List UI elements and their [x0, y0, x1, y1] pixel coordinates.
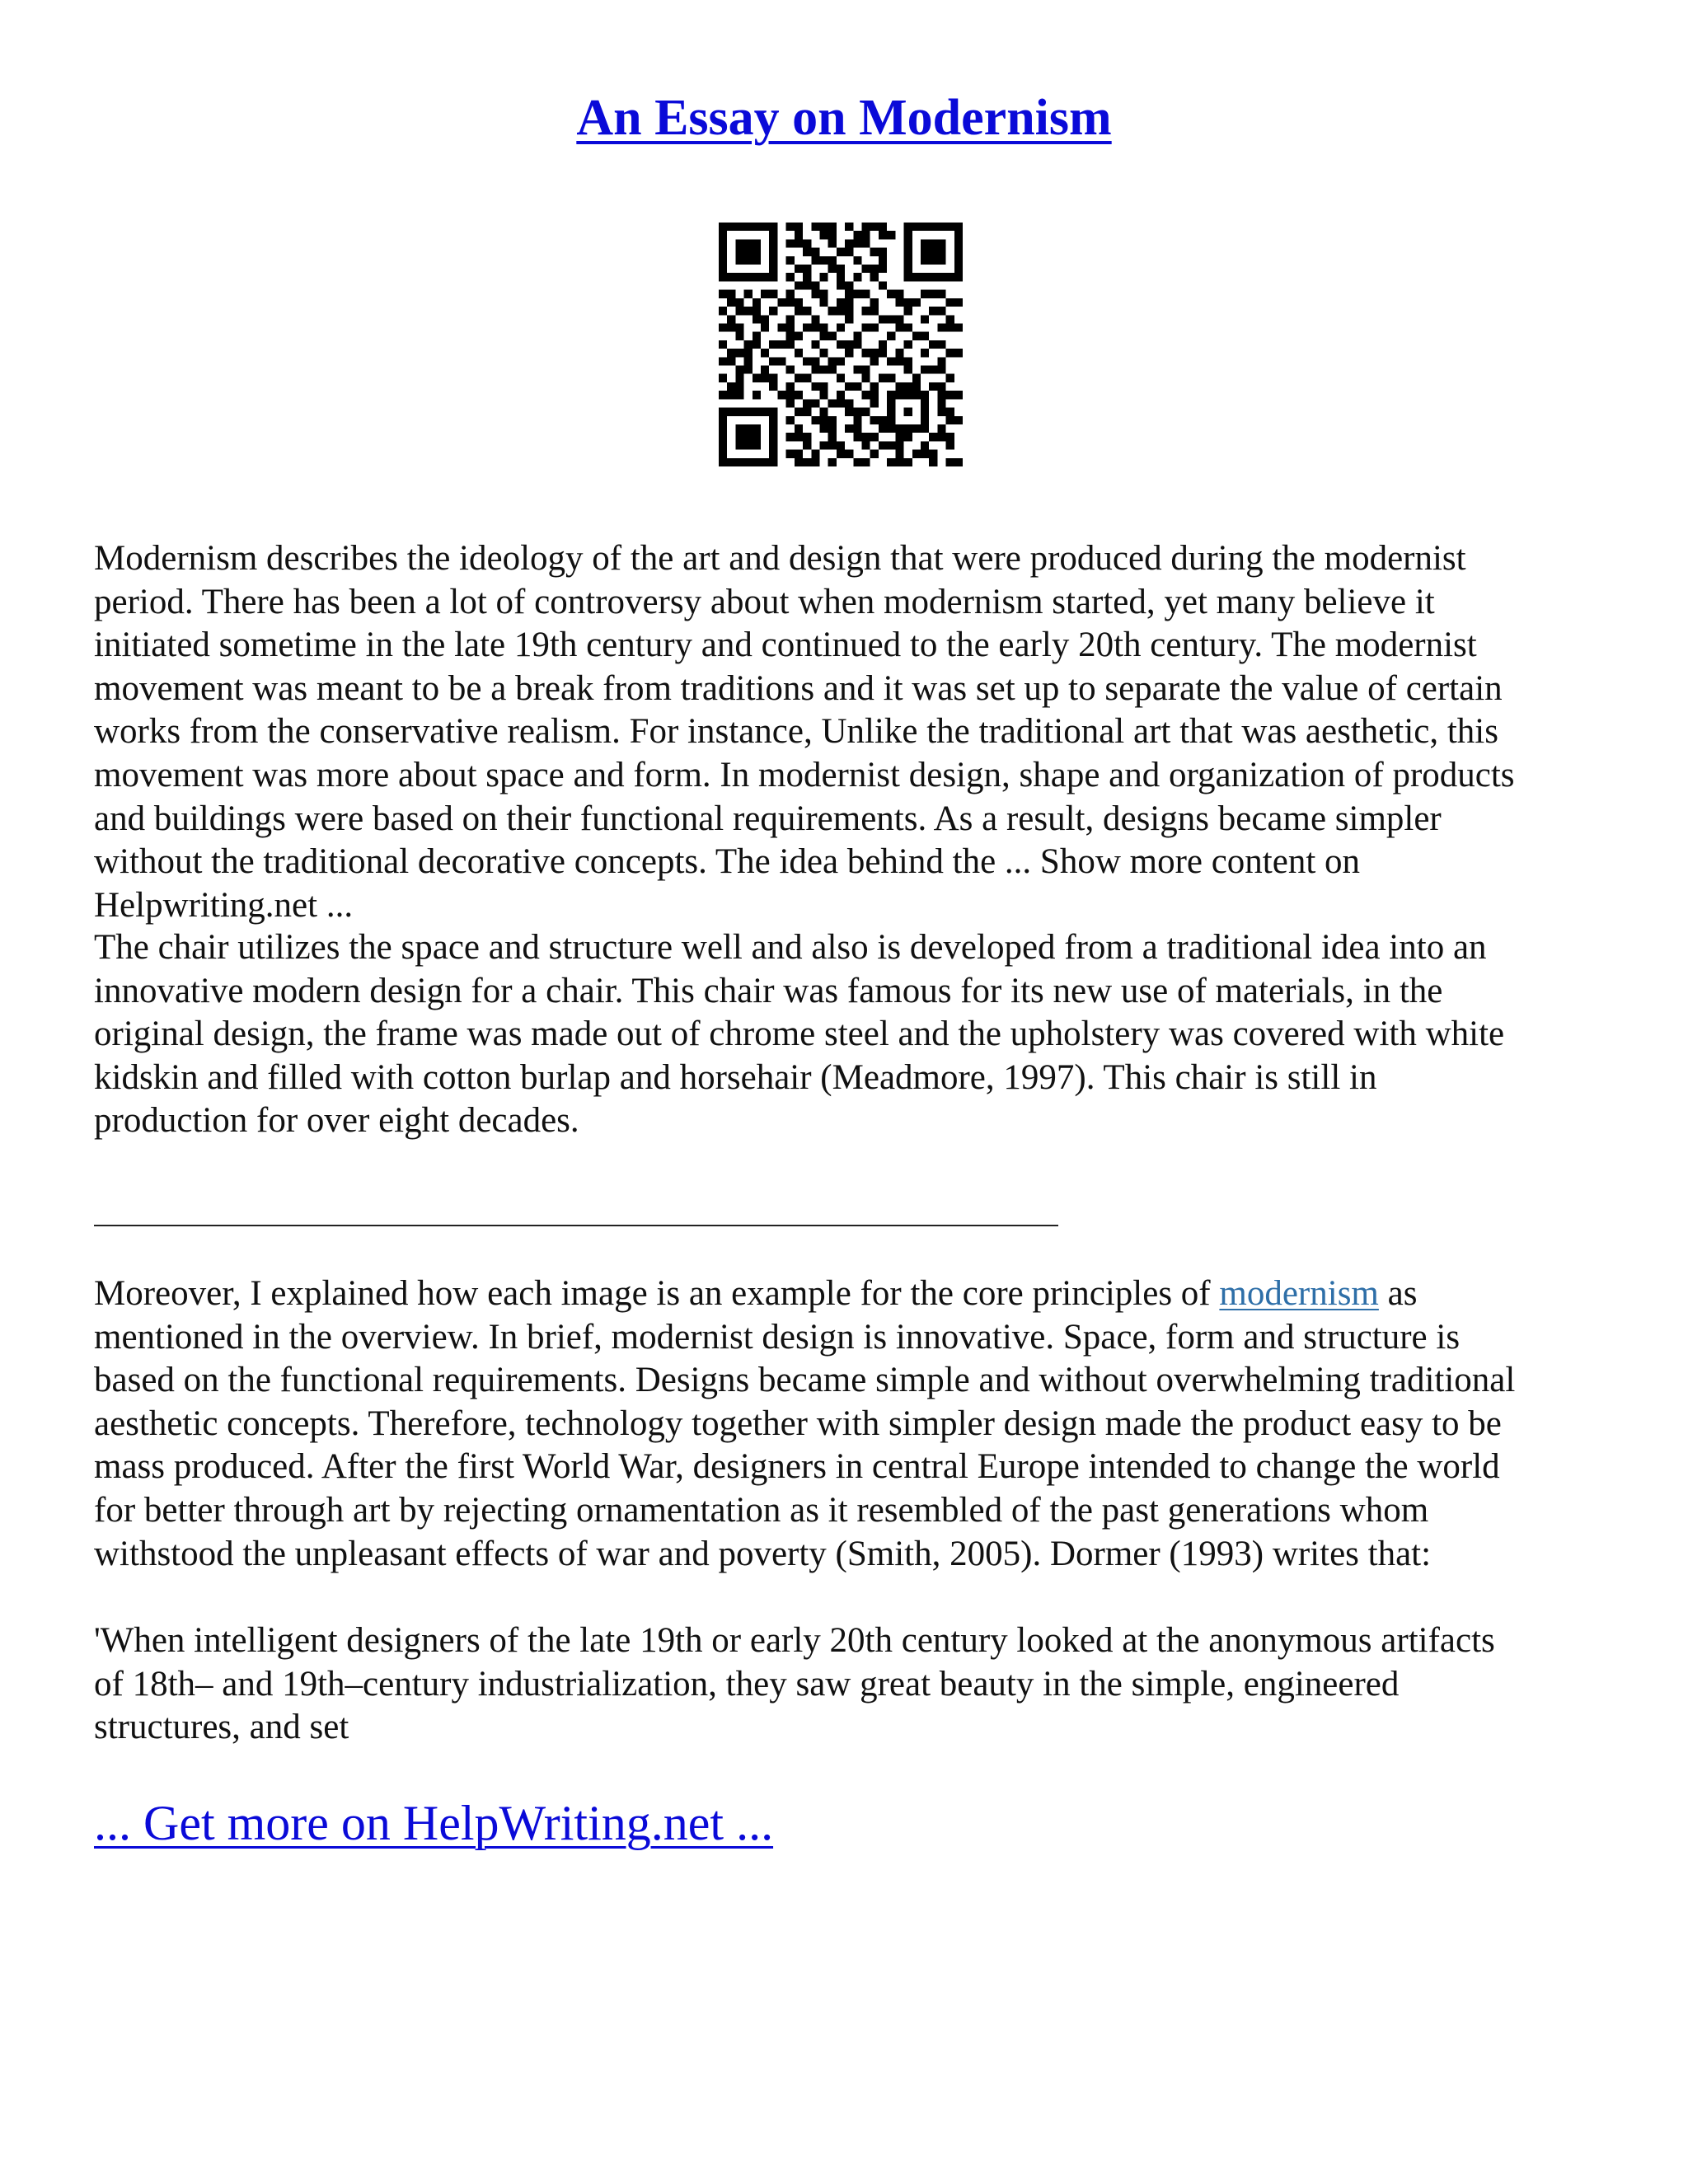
qr-code-icon — [719, 223, 963, 466]
paragraph-line: Helpwriting.net ... — [94, 885, 354, 925]
paragraph-line: based on the functional requirements. Designs became simple and without overwhelming traditional — [94, 1361, 1516, 1400]
paragraph-intro — [94, 537, 1602, 927]
section-divider — [94, 1225, 1058, 1226]
get-more-link[interactable]: ... Get more on HelpWriting.net ... — [94, 1796, 774, 1850]
paragraph-moreover — [94, 1272, 1602, 1576]
paragraph-line: production for over eight decades. — [94, 1101, 579, 1141]
paragraph-line: structures, and set — [94, 1708, 349, 1747]
paragraph-line: initiated sometime in the late 19th century and continued to the early 20th century. The modernist — [94, 626, 1477, 665]
paragraph-line: without the traditional decorative concepts. The idea behind the ... Show more content on — [94, 842, 1361, 882]
line-text: Moreover, I explained how each image is an example for the core principles of — [94, 1274, 1220, 1313]
paragraph-line — [94, 1272, 1602, 1316]
more-link-container — [94, 1795, 773, 1852]
title-container — [0, 89, 1688, 148]
modernism-link[interactable]: modernism — [1219, 1274, 1379, 1313]
paragraph-line: period. There has been a lot of controversy about when modernism started, yet many believe it — [94, 582, 1435, 621]
paragraph-line: mentioned in the overview. In brief, modernist design is innovative. Space, form and structure is — [94, 1317, 1461, 1357]
paragraph-chair — [94, 926, 1602, 1143]
paragraph-line: original design, the frame was made out of chrome steel and the upholstery was covered with white — [94, 1015, 1505, 1054]
paragraph-line: innovative modern design for a chair. This chair was famous for its new use of materials, in the — [94, 971, 1443, 1010]
paragraph-line: 'When intelligent designers of the late 19th or early 20th century looked at the anonymous artifacts — [94, 1621, 1495, 1660]
paragraph-line: aesthetic concepts. Therefore, technology together with simpler design made the product easy to be — [94, 1404, 1502, 1443]
line-text: as — [1378, 1274, 1418, 1313]
paragraph-line: The chair utilizes the space and structure well and also is developed from a traditional idea into an — [94, 928, 1487, 967]
paragraph-line: of 18th– and 19th–century industrialization, they saw great beauty in the simple, engineered — [94, 1664, 1400, 1704]
paragraph-line: withstood the unpleasant effects of war and poverty (Smith, 2005). Dormer (1993) writes that: — [94, 1534, 1432, 1573]
paragraph-line: mass produced. After the first World War, designers in central Europe intended to change the world — [94, 1447, 1500, 1487]
paragraph-quote — [94, 1619, 1602, 1750]
page-title-link[interactable]: An Essay on Modernism — [576, 90, 1112, 146]
paragraph-line: works from the conservative realism. For instance, Unlike the traditional art that was aesthetic, this — [94, 712, 1498, 752]
paragraph-line: Modernism describes the ideology of the art and design that were produced during the modernist — [94, 539, 1466, 578]
paragraph-line: for better through art by rejecting ornamentation as it resembled of the past generations whom — [94, 1490, 1429, 1530]
paragraph-line: movement was meant to be a break from traditions and it was set up to separate the value of certain — [94, 668, 1503, 708]
paragraph-line: and buildings were based on their functional requirements. As a result, designs became simpler — [94, 799, 1442, 838]
paragraph-line: kidskin and filled with cotton burlap and horsehair (Meadmore, 1997). This chair is still in — [94, 1057, 1377, 1097]
paragraph-line: movement was more about space and form. In modernist design, shape and organization of products — [94, 755, 1515, 794]
